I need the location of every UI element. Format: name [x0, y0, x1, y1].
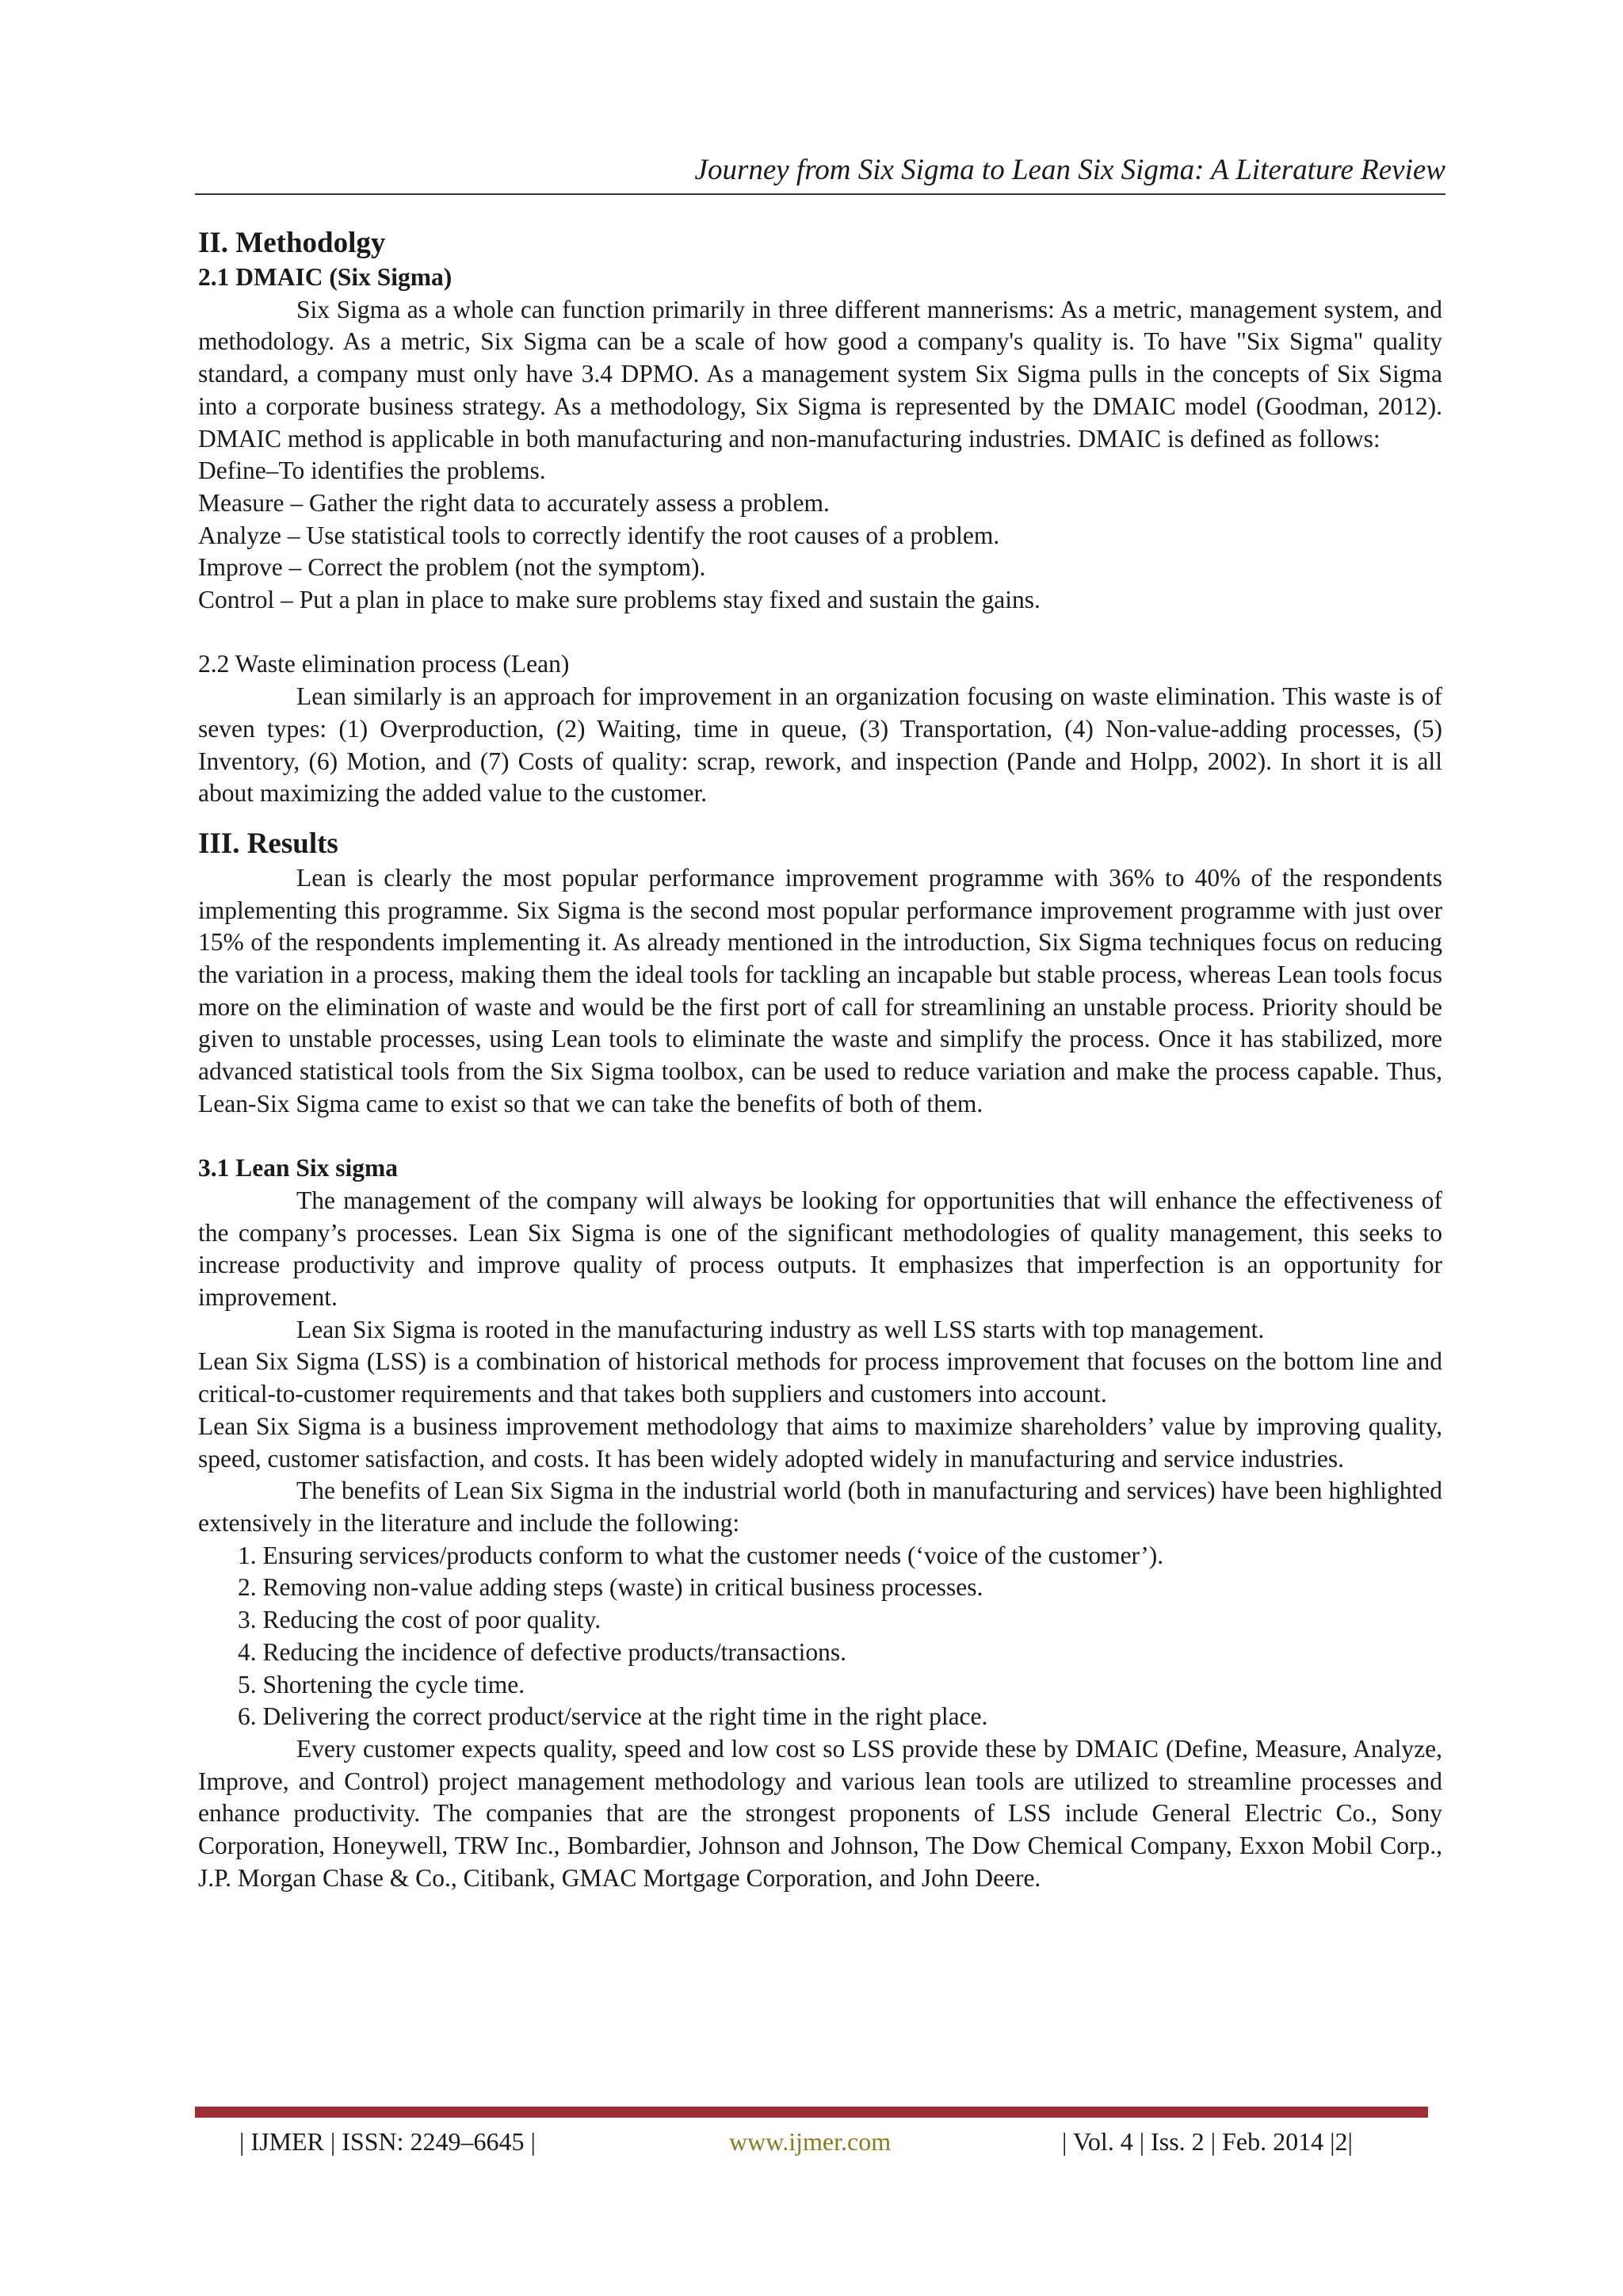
dmaic-step-measure: Measure – Gather the right data to accurately assess a problem. — [198, 488, 830, 517]
lss-paragraph-1: The management of the company will always be looking for opportunities that will enhance the effectiveness of the company’s processes. Lean Six Sigma is one of the significant methodologies of quality management, this seeks to increase productivity and improve quality of process outputs. It emphasizes that imperfection is an opportunity for improvement. — [198, 1186, 1442, 1312]
list-item: 1. Ensuring services/products conform to what the customer needs (‘voice of the customer’). — [238, 1541, 1164, 1569]
footer-issue-info: | Vol. 4 | Iss. 2 | Feb. 2014 |2| — [1062, 2127, 1353, 2156]
list-item: 6. Delivering the correct product/service at the right time in the right place. — [238, 1702, 988, 1731]
subsection-heading-dmaic: 2.1 DMAIC (Six Sigma) — [198, 263, 453, 291]
list-item: 3. Reducing the cost of poor quality. — [238, 1606, 601, 1634]
dmaic-paragraph: Six Sigma as a whole can function primarily in three different mannerisms: As a metric, management system, and methodology. As a metric, Six Sigma can be a scale of how good a company's quality is. To have "Six Sigma" quality standard, a company must only have 3.4 DPMO. As a management system Six Sigma pulls in the concepts of Six Sigma into a corporate business strategy. As a methodology, Six Sigma is represented by the DMAIC model (Goodman, 2012). DMAIC method is applicable in both manufacturing and non-manufacturing industries. DMAIC is defined as follows: — [198, 295, 1442, 453]
list-item: 2. Removing non-value adding steps (waste) in critical business processes. — [238, 1573, 983, 1602]
section-title-methodology: II. Methodolgy — [198, 227, 386, 259]
subsection-heading-lss: 3.1 Lean Six sigma — [198, 1154, 399, 1182]
spacer — [198, 617, 1442, 649]
footer-divider-bar — [195, 2107, 1428, 2118]
dmaic-step-define: Define–To identifies the problems. — [198, 457, 546, 485]
waste-paragraph: Lean similarly is an approach for improvement in an organization focusing on waste elimination. This waste is of seven types: (1) Overproduction, (2) Waiting, time in queue, (3) Transportation, (4) Non-value-adding processes, (5) Inventory, (6) Motion, and (7) Costs of quality: scrap, rework, and inspection (Pande and Holpp, 2002). In short it is all about maximizing the added value to the customer. — [198, 682, 1442, 808]
footer-journal-info: | IJMER | ISSN: 2249–6645 | — [239, 2127, 536, 2156]
header-divider — [195, 193, 1445, 195]
subsection-heading-waste: 2.2 Waste elimination process (Lean) — [198, 650, 570, 678]
spacer — [198, 810, 1442, 826]
dmaic-step-improve: Improve – Correct the problem (not the symptom). — [198, 553, 706, 582]
list-item: 5. Shortening the cycle time. — [238, 1670, 525, 1698]
lss-paragraph-5: The benefits of Lean Six Sigma in the industrial world (both in manufacturing and services) have been highlighted extensively in the literature and include the following: — [198, 1477, 1442, 1537]
dmaic-steps — [198, 455, 1442, 617]
list-item: 4. Reducing the incidence of defective products/transactions. — [238, 1637, 846, 1666]
footer-website-link[interactable]: www.ijmer.com — [729, 2127, 892, 2156]
section-title-results: III. Results — [198, 827, 338, 860]
lss-paragraph-2: Lean Six Sigma is rooted in the manufacturing industry as well LSS starts with top management. — [296, 1315, 1265, 1343]
lss-paragraph-6: Every customer expects quality, speed and low cost so LSS provide these by DMAIC (Define, Measure, Analyze, Improve, and Control) project management methodology and various lean tools are utilized to streamline processes and enhance productivity. The companies that are the strongest proponents of LSS include General Electric Co., Sony Corporation, Honeywell, TRW Inc., Bombardier, Johnson and Johnson, The Dow Chemical Company, Exxon Mobil Corp., J.P. Morgan Chase & Co., Citibank, GMAC Mortgage Corporation, and John Deere. — [198, 1734, 1442, 1892]
page-footer — [0, 2119, 1623, 2164]
benefits-list — [198, 1540, 1442, 1733]
lss-paragraph-4: Lean Six Sigma is a business improvement methodology that aims to maximize shareholders’ value by improving quality, speed, customer satisfaction, and costs. It has been widely adopted widely in manufacturing and service industries. — [198, 1412, 1442, 1473]
dmaic-step-control: Control – Put a plan in place to make sure problems stay fixed and sustain the gains. — [198, 586, 1041, 614]
lss-paragraph-3: Lean Six Sigma (LSS) is a combination of historical methods for process improvement that focuses on the bottom line and critical-to-customer requirements and that takes both suppliers and customers into account. — [198, 1347, 1442, 1408]
article-body — [198, 225, 1442, 1894]
running-header: Journey from Six Sigma to Lean Six Sigma: A Literature Review — [694, 154, 1445, 186]
results-paragraph: Lean is clearly the most popular performance improvement programme with 36% to 40% of the respondents implementing this programme. Six Sigma is the second most popular performance improvement programme with just over 15% of the respondents implementing it. As already mentioned in the introduction, Six Sigma techniques focus on reducing the variation in a process, making them the ideal tools for tackling an incapable but stable process, whereas Lean tools focus more on the elimination of waste and would be the first port of call for streamlining an unstable process. Priority should be given to unstable processes, using Lean tools to eliminate the waste and simplify the process. Once it has stabilized, more advanced statistical tools from the Six Sigma toolbox, can be used to reduce variation and make the process capable. Thus, Lean-Six Sigma came to exist so that we can take the benefits of both of them. — [198, 863, 1442, 1117]
dmaic-step-analyze: Analyze – Use statistical tools to correctly identify the root causes of a problem. — [198, 521, 1000, 549]
spacer — [198, 1121, 1442, 1153]
